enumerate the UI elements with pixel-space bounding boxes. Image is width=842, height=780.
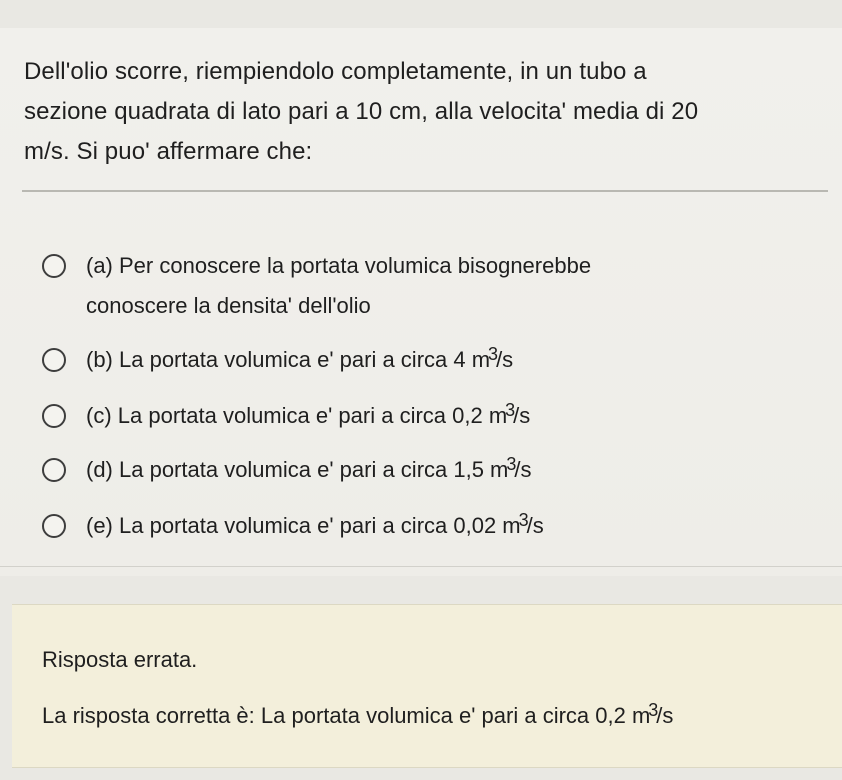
question-line: sezione quadrata di lato pari a 10 cm, alla velocita' media di 20: [24, 98, 699, 125]
option-c-exponent: 3: [505, 400, 516, 420]
option-d-exponent: 3: [506, 454, 517, 474]
option-c-unit: /s: [513, 403, 531, 428]
option-e-text: (e) La portata volumica e' pari a circa 0,02 m: [86, 513, 521, 538]
option-d-label: [86, 450, 532, 490]
radio-button-a[interactable]: [42, 254, 66, 278]
question-line: Dell'olio scorre, riempiendolo completamente, in un tubo a: [24, 58, 647, 85]
question-divider: [22, 190, 828, 192]
question-bottom-rule: [0, 566, 842, 567]
radio-button-c[interactable]: [42, 404, 66, 428]
option-e-exponent: 3: [518, 510, 529, 530]
option-a[interactable]: [42, 246, 822, 330]
option-d-text: (d) La portata volumica e' pari a circa 1,5 m: [86, 457, 509, 482]
correct-answer-unit: /s: [656, 703, 674, 728]
radio-button-b[interactable]: [42, 348, 66, 372]
option-b-unit: /s: [496, 347, 514, 372]
option-a-label: (a) Per conoscere la portata volumica bisognerebbe: [86, 253, 592, 278]
correct-answer-text: La portata volumica e' pari a circa 0,2 m: [260, 703, 651, 728]
question-text: [24, 52, 814, 172]
option-e[interactable]: [42, 506, 822, 546]
option-b-exponent: 3: [488, 344, 499, 364]
option-c-text: (c) La portata volumica e' pari a circa 0,2 m: [86, 403, 508, 428]
option-e-unit: /s: [526, 513, 544, 538]
option-e-label: [86, 506, 544, 546]
option-b[interactable]: [42, 340, 822, 380]
option-c[interactable]: [42, 396, 822, 436]
option-a-label-continued: [86, 286, 371, 326]
question-line: m/s. Si puo' affermare che:: [24, 138, 313, 165]
option-b-label: [86, 340, 513, 380]
correct-answer-prefix: La risposta corretta è:: [42, 703, 261, 728]
radio-button-e[interactable]: [42, 514, 66, 538]
option-b-text: (b) La portata volumica e' pari a circa 4 m: [86, 347, 491, 372]
feedback-status: Risposta errata.: [42, 647, 198, 672]
option-d-unit: /s: [514, 457, 532, 482]
correct-answer: [42, 701, 673, 731]
option-a-label-line2: conoscere la densita' dell'olio: [86, 293, 371, 318]
radio-button-d[interactable]: [42, 458, 66, 482]
option-c-label: [86, 396, 530, 436]
correct-answer-exponent: 3: [648, 700, 659, 720]
option-d[interactable]: [42, 450, 822, 490]
feedback-card: [12, 604, 842, 768]
